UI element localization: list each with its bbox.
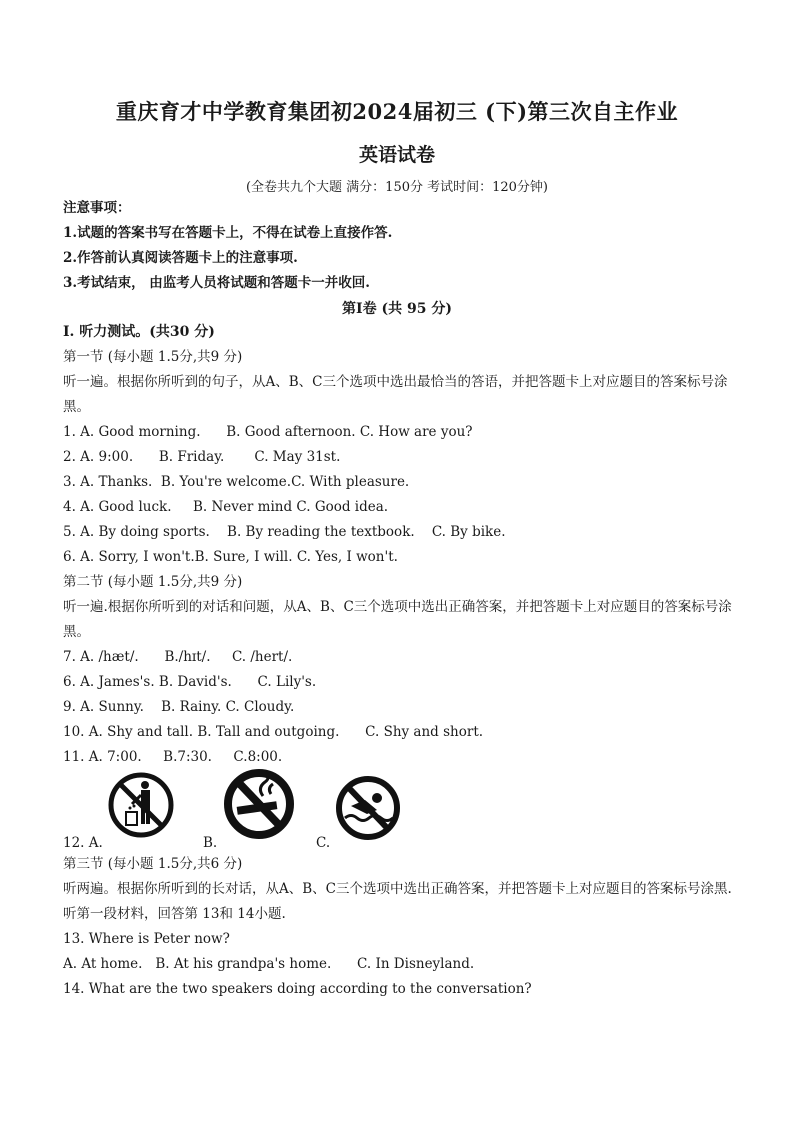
- question: 1. A. Good morning. B. Good afternoon. C. How are you?: [63, 424, 473, 440]
- question: 4. A. Good luck. B. Never mind C. Good idea.: [63, 499, 389, 515]
- s3-block: [63, 852, 733, 1002]
- s1-heading: 第一节 (每小题 1.5分,共9 分): [63, 349, 243, 365]
- exam-subtitle: 英语试卷: [358, 144, 435, 166]
- no-smoking-sign-icon: [223, 766, 295, 842]
- notes-block: [63, 196, 733, 296]
- notes-heading: 注意事项：: [63, 200, 131, 216]
- s3-material: 听第一段材料，回答第 13和 14小题.: [63, 906, 286, 922]
- question: 7. A. /hæt/. B./hɪt/. C. /hert/.: [63, 649, 293, 665]
- listening-block: [63, 320, 733, 770]
- q12-option-b-label: B.: [203, 835, 218, 851]
- question: 6. A. James's. B. David's. C. Lily's.: [63, 674, 317, 690]
- q12-option-c-label: C.: [316, 835, 331, 851]
- note-item: 2.作答前认真阅读答题卡上的注意事项.: [63, 250, 298, 266]
- s2-heading: 第二节 (每小题 1.5分,共9 分): [63, 574, 243, 590]
- question: 5. A. By doing sports. B. By reading the textbook. C. By bike.: [63, 524, 506, 540]
- no-littering-sign-icon: [108, 770, 174, 840]
- part1-heading: 第Ⅰ卷 (共 95 分): [342, 301, 452, 317]
- section-title: Ⅰ. 听力测试。(共30 分): [63, 324, 215, 340]
- note-item: 3.考试结束， 由监考人员将试题和答题卡一并收回.: [63, 275, 370, 291]
- s3-instruction: 听两遍。根据你所听到的长对话，从A、B、C三个选项中选出正确答案，并把答题卡上对应题目的答案标号涂黑.: [63, 881, 732, 897]
- question: 6. A. Sorry, I won't.B. Sure, I will. C. Yes, I won't.: [63, 549, 398, 565]
- question: 3. A. Thanks. B. You're welcome.C. With pleasure.: [63, 474, 410, 490]
- exam-info: (全卷共九个大题 满分：150分 考试时间：120分钟): [245, 180, 549, 195]
- exam-title: 重庆育才中学教育集团初2024届初三 (下)第三次自主作业: [115, 99, 679, 124]
- question: 10. A. Shy and tall. B. Tall and outgoing. C. Shy and short.: [63, 724, 484, 740]
- s3-heading: 第三节 (每小题 1.5分,共6 分): [63, 856, 243, 872]
- note-item: 1.试题的答案书写在答题卡上，不得在试卷上直接作答.: [63, 225, 393, 241]
- question-options: A. At home. B. At his grandpa's home. C. In Disneyland.: [63, 956, 475, 972]
- q12-option-a-label: 12. A.: [63, 835, 103, 851]
- s2-instruction: 听一遍.根据你所听到的对话和问题，从A、B、C三个选项中选出正确答案，并把答题卡上对应题目的答案标号涂黑。: [63, 599, 732, 640]
- no-swimming-sign-icon: [335, 774, 401, 842]
- q12-options: [63, 770, 733, 852]
- s1-instruction: 听一遍。根据你所听到的句子，从A、B、C三个选项中选出最恰当的答语，并把答题卡上对应题目的答案标号涂黑。: [63, 374, 728, 415]
- question: 9. A. Sunny. B. Rainy. C. Cloudy.: [63, 699, 295, 715]
- question: 13. Where is Peter now?: [63, 931, 230, 947]
- question: 2. A. 9:00. B. Friday. C. May 31st.: [63, 449, 341, 465]
- question: 11. A. 7:00. B.7:30. C.8:00.: [63, 749, 283, 765]
- question: 14. What are the two speakers doing according to the conversation?: [63, 981, 532, 997]
